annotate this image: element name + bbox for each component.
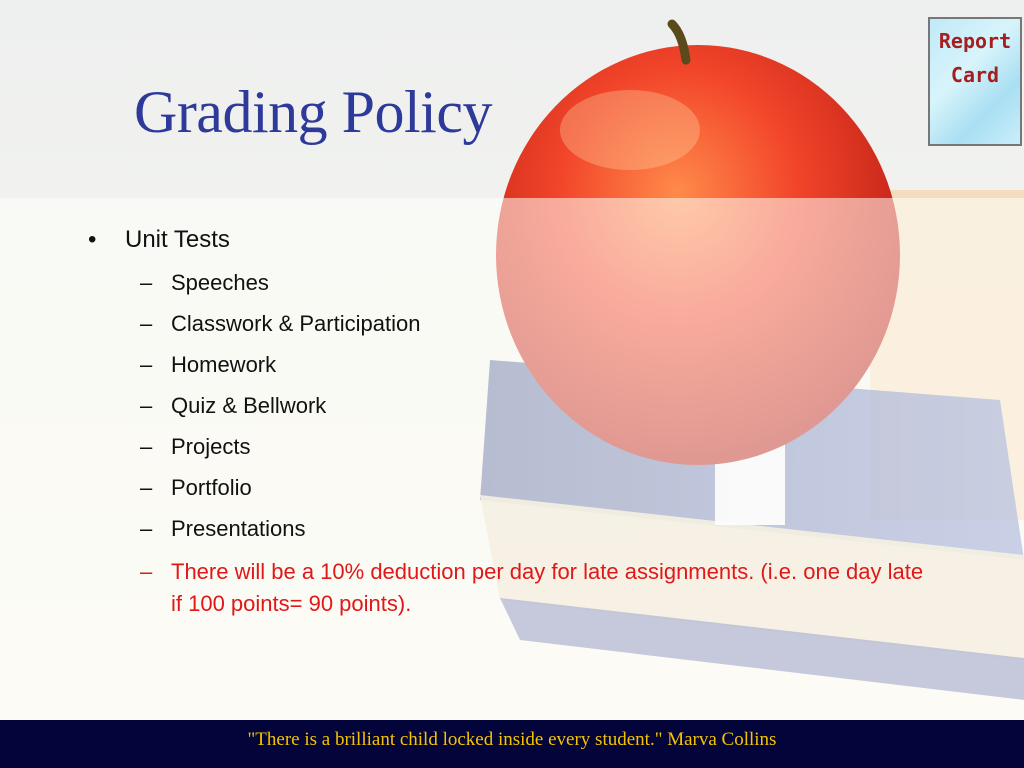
- dash-icon: –: [140, 516, 153, 541]
- dash-icon: –: [140, 352, 153, 377]
- report-card-line2: Card: [950, 63, 1000, 87]
- late-deduction-text: There will be a 10% deduction per day for late assignments. (i.e. one day late if 100 points= 90 points).: [171, 559, 924, 616]
- late-deduction-note: [140, 556, 930, 620]
- bullet-label: Unit Tests: [125, 226, 230, 253]
- report-card-badge: [928, 17, 1022, 146]
- sub-item-label: Speeches: [171, 270, 269, 295]
- sub-item-label: Presentations: [171, 516, 306, 541]
- sub-item-portfolio: [140, 475, 252, 501]
- dash-icon: –: [140, 393, 153, 418]
- slide-title: Grading Policy: [134, 79, 492, 145]
- sub-item-homework: [140, 352, 276, 378]
- sub-item-label: Homework: [171, 352, 277, 377]
- dash-icon: –: [140, 475, 153, 500]
- dash-icon: –: [140, 559, 153, 584]
- sub-item-speeches: [140, 270, 269, 296]
- sub-item-label: Portfolio: [171, 475, 252, 500]
- footer-bar: [0, 720, 1024, 768]
- dash-icon: –: [140, 434, 153, 459]
- bullet-icon: •: [88, 226, 97, 253]
- sub-item-label: Classwork & Participation: [171, 311, 421, 336]
- sub-item-presentations: [140, 516, 306, 542]
- sub-item-label: Projects: [171, 434, 251, 459]
- sub-item-label: Quiz & Bellwork: [171, 393, 327, 418]
- dash-icon: –: [140, 270, 153, 295]
- dash-icon: –: [140, 311, 153, 336]
- sub-item-projects: [140, 434, 250, 460]
- footer-quote: "There is a brilliant child locked inside every student." Marva Collins: [247, 729, 777, 750]
- bullet-item-unit-tests: [88, 226, 230, 254]
- sub-item-classwork: [140, 311, 420, 337]
- sub-item-quiz: [140, 393, 326, 419]
- report-card-line1: Report: [938, 29, 1012, 53]
